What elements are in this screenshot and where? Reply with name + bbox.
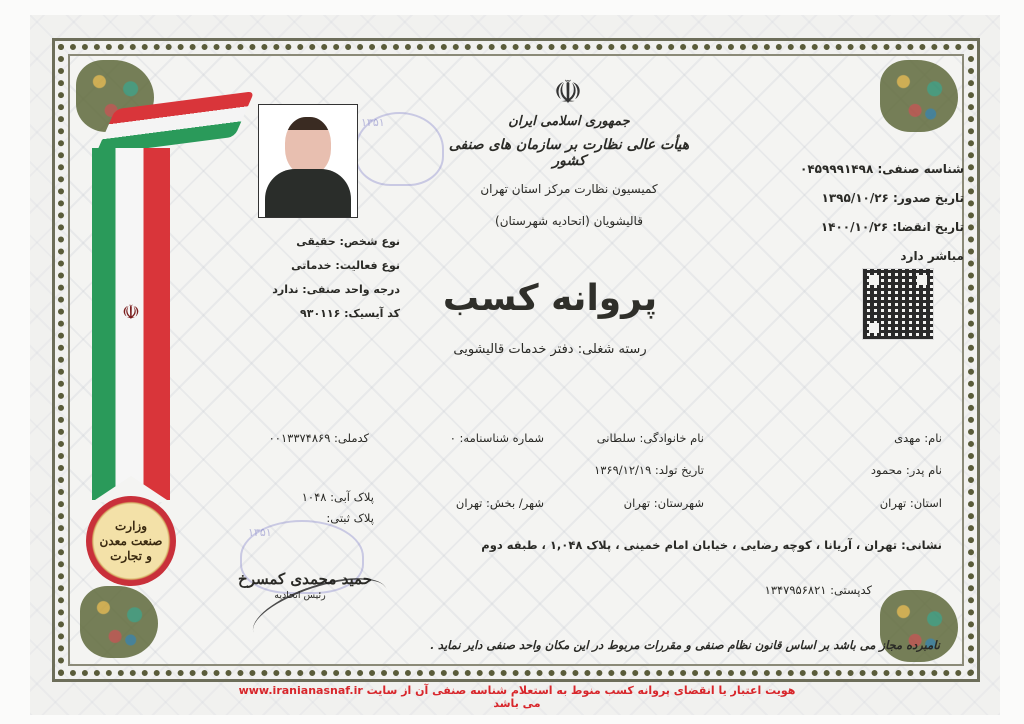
field-address: نشانی: تهران ، آریانا ، کوچه رضایی ، خیابان امام خمینی ، پلاک ۱,۰۴۸ ، طبقه دوم [481,538,942,552]
person-type: نوع شخص: حقیقی [296,235,400,248]
signatory-name: حمید محمدی کمسرخ [238,570,372,588]
field-blue-plate: پلاک آبی: ۱۰۴۸ [301,490,374,504]
seal-year: ۱۳۵۱ [361,116,385,129]
field-province: استان: تهران [879,496,942,510]
header-union: قالیشویان (اتحادیه شهرستان) [495,214,643,228]
flag-ribbon [92,148,170,500]
field-father-name: نام پدر: محمود [870,463,942,477]
expiry-date: تاریخ انقضا: ۱۴۰۰/۱۰/۲۶ [820,220,964,234]
document-title: پروانه کسب [442,278,658,319]
field-id-number: شماره شناسنامه: ۰ [449,431,544,445]
field-registered-plate: پلاک ثبتی: [326,511,374,525]
medal-line-3: و تجارت [110,548,152,563]
corner-ornament-bottom-left [80,586,158,658]
iran-emblem-icon: ☫ [553,73,583,111]
guild-id: شناسه صنفی: ۰۴۵۹۹۹۱۴۹۸ [800,162,964,176]
signatory-role: رئیس اتحادیه [274,590,326,601]
seal-year-bottom: ۱۳۵۱ [248,526,272,539]
activity-type: نوع فعالیت: خدماتی [291,259,400,272]
ministry-medal [86,496,176,586]
footer-notice: هویت اعتبار یا انقضای پروانه کسب منوط به استعلام شناسه صنفی آن از سایت www.iranianasnaf.ir می باشد [238,684,796,710]
field-postal-code: کدپستی: ۱۳۴۷۹۵۶۸۲۱ [764,583,872,597]
qr-code [862,268,934,340]
isic-code: کد آیسیک: ۹۳۰۱۱۶ [300,307,400,320]
photo-head [285,117,331,175]
header-council: هیأت عالی نظارت بر سازمان های صنفی کشور [448,137,690,169]
header-commission: کمیسیون نظارت مرکز استان تهران [480,182,658,196]
header-country: جمهوری اسلامی ایران [508,114,630,129]
field-county: شهرستان: تهران [623,496,704,510]
flag-emblem-icon: ☫ [122,300,140,324]
holder-photo [258,104,358,218]
field-last-name: نام خانوادگی: سلطانی [596,431,704,445]
unit-grade: درجه واحد صنفی: ندارد [272,283,400,296]
issue-date: تاریخ صدور: ۱۳۹۵/۱۰/۲۶ [821,191,964,205]
business-category: رسته شغلی: دفتر خدمات قالیشویی [453,342,647,357]
field-national-code: کدملی: ۰۰۱۳۳۷۴۸۶۹ [268,431,369,445]
supervisor-status: مباشر دارد [900,249,964,263]
field-city: شهر/ بخش: تهران [455,496,544,510]
corner-ornament-top-right [880,60,958,132]
medal-line-2: صنعت معدن [99,533,163,548]
legal-notice: نامبرده مجاز می باشد بر اساس قانون نظام صنفی و مقررات مربوط در این مکان واحد صنفی دایر نماید . [429,638,940,652]
side-info [245,230,400,326]
field-first-name: نام: مهدی [894,431,942,445]
photo-body [265,169,351,218]
field-birth-date: تاریخ تولد: ۱۳۶۹/۱۲/۱۹ [594,463,704,477]
medal-line-1: وزارت [114,518,147,533]
license-info [764,155,964,271]
